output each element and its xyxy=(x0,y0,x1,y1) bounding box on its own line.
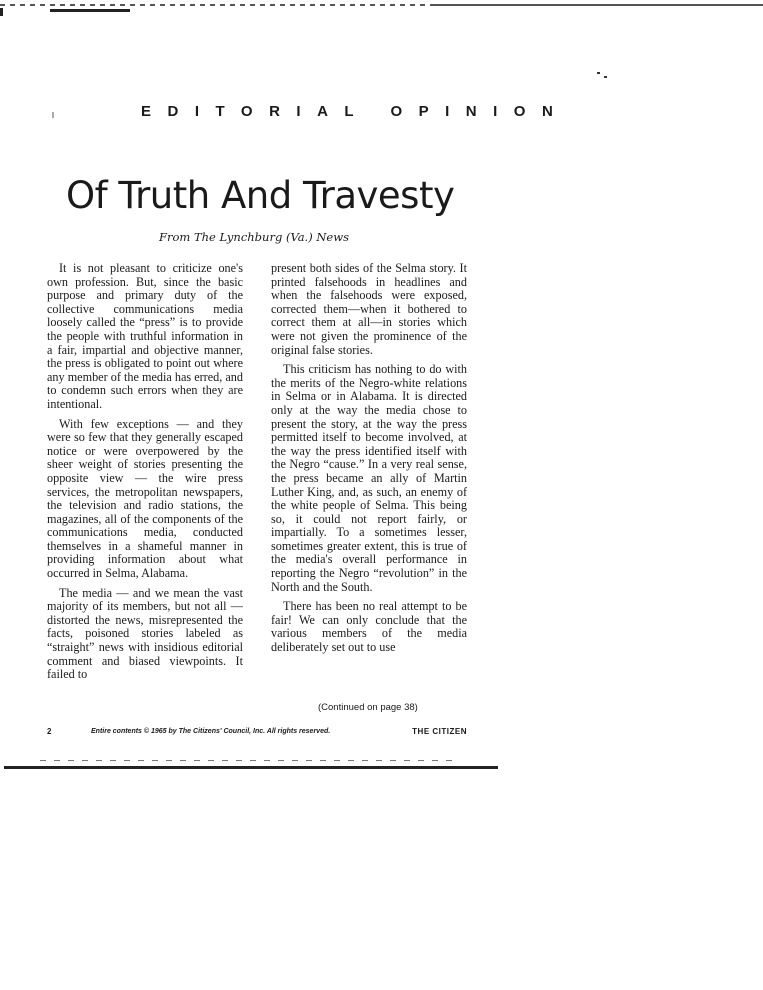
bottom-rule xyxy=(4,766,498,769)
paragraph: present both sides of the Selma story. It printed falsehoods in headlines and when the falsehoods were exposed, corrected them—when it bothered to correct them at all—in stories which were not given the prominence of the original false stories. xyxy=(271,261,467,357)
article-column-left xyxy=(47,262,243,688)
bottom-rule-dashed xyxy=(40,760,460,761)
publication-name: THE CITIZEN xyxy=(412,727,467,736)
section-kicker: EDITORIAL OPINION xyxy=(141,103,570,120)
paragraph: With few exceptions — and they were so few that they generally escaped notice or were overpowered by the sheer weight of stories presenting the opposite view — the wire press services, the metropolitan newspapers, the television and radio stations, the magazines, all of the components of the communications media, conducted themselves in a shameful manner in providing information about what occurred in Selma, Alabama. xyxy=(47,416,243,581)
article-title: Of Truth And Travesty xyxy=(66,174,455,217)
paragraph: There has been no real attempt to be fair! We can only conclude that the various members of the media deliberately set out to use xyxy=(271,599,467,655)
continued-note: (Continued on page 38) xyxy=(318,702,418,713)
page-footer xyxy=(47,727,467,741)
top-rule-right xyxy=(430,4,763,6)
scan-speck xyxy=(604,76,607,78)
copyright-notice: Entire contents © 1965 by The Citizens' Council, Inc. All rights reserved. xyxy=(91,728,331,735)
article-column-right xyxy=(271,262,467,661)
paragraph: This criticism has nothing to do with the merits of the Negro-white relations in Selma or in Alabama. It is directed only at the way the media chose to present the story, at the way the press permitted itself to become involved, at the way the press identified itself with the Negro “cause.” In a very real sense, the press became an ally of Martin Luther King, and, as such, an enemy of the white people of Selma. This being so, it could not report fairly, or impartially. To a sometimes lesser, sometimes greater extent, this is true of the media's overall performance in reporting the Negro “revolution” in the North and the South. xyxy=(271,362,467,594)
article-byline: From The Lynchburg (Va.) News xyxy=(159,230,349,244)
top-rule-accent xyxy=(50,9,130,12)
paragraph: It is not pleasant to criticize one's own profession. But, since the basic purpose and primary duty of the collective communications media loosely called the “press” is to provide the people with truthful information in a fair, impartial and objective manner, the press is obligated to point out where any member of the media has erred, and to condemn such errors when they are intentional. xyxy=(47,261,243,411)
page-number: 2 xyxy=(47,727,52,736)
left-edge-mark xyxy=(0,8,3,16)
scan-speck xyxy=(597,72,600,74)
paragraph: The media — and we mean the vast majority of its members, but not all — distorted the news, misrepresented the facts, poisoned stories labeled as “straight” news with insidious editorial comment and biased viewpoints. It failed to xyxy=(47,585,243,682)
